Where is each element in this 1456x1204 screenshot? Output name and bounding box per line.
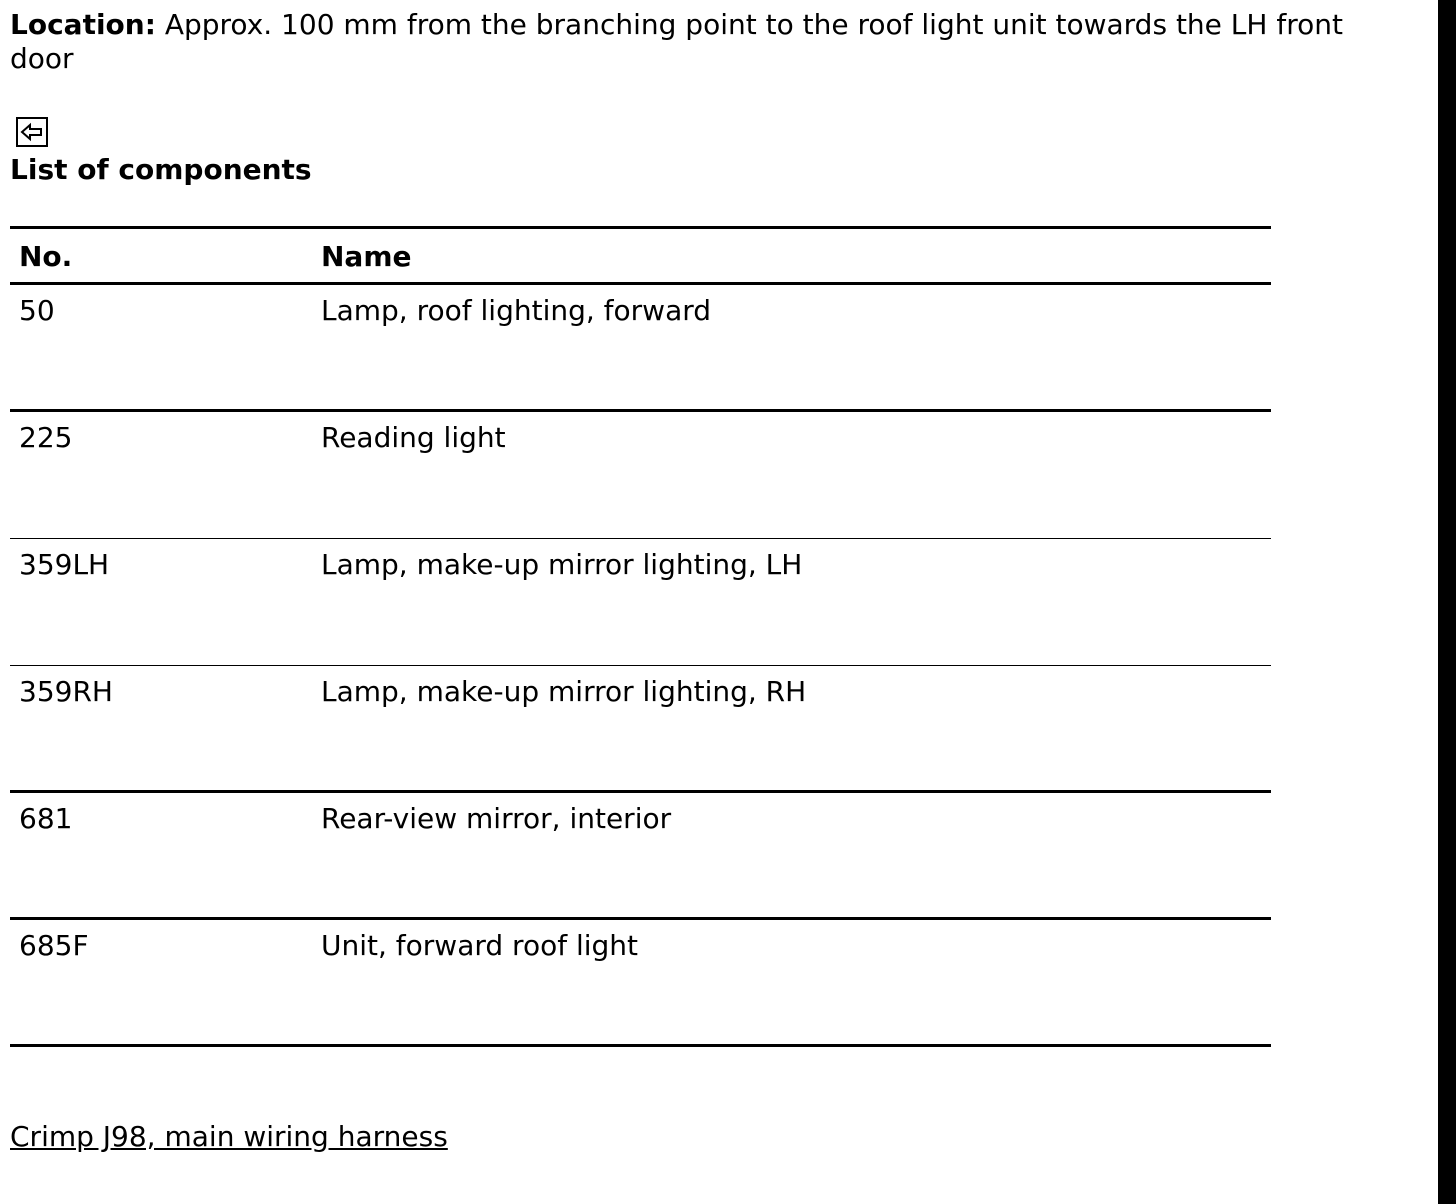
cell-name: Lamp, roof lighting, forward (321, 294, 712, 327)
cell-name: Rear-view mirror, interior (321, 802, 672, 835)
table-row (10, 666, 1271, 793)
back-button[interactable] (16, 117, 48, 147)
table-row (10, 285, 1271, 412)
cell-no: 225 (19, 421, 73, 454)
table-row (10, 793, 1271, 920)
header-no: No. (19, 240, 73, 273)
table-header (10, 226, 1271, 285)
cell-no: 681 (19, 802, 73, 835)
components-table (10, 226, 1271, 1047)
location-text: Approx. 100 mm from the branching point to the roof light unit towards the LH front door (10, 8, 1343, 75)
cell-name: Lamp, make-up mirror lighting, LH (321, 548, 803, 581)
location-paragraph (10, 8, 1410, 76)
cell-no: 50 (19, 294, 55, 327)
table-row (10, 412, 1271, 539)
header-name: Name (321, 240, 412, 273)
cell-name: Reading light (321, 421, 506, 454)
cell-no: 359LH (19, 548, 110, 581)
cell-name: Lamp, make-up mirror lighting, RH (321, 675, 807, 708)
table-row (10, 920, 1271, 1047)
cell-no: 359RH (19, 675, 113, 708)
crimp-j98-link[interactable]: Crimp J98, main wiring harness (10, 1120, 448, 1153)
section-title: List of components (10, 153, 312, 186)
back-arrow-icon (20, 122, 44, 142)
scrollbar[interactable] (1438, 0, 1456, 1204)
location-label: Location: (10, 8, 156, 41)
table-row (10, 539, 1271, 666)
cell-name: Unit, forward roof light (321, 929, 639, 962)
cell-no: 685F (19, 929, 89, 962)
